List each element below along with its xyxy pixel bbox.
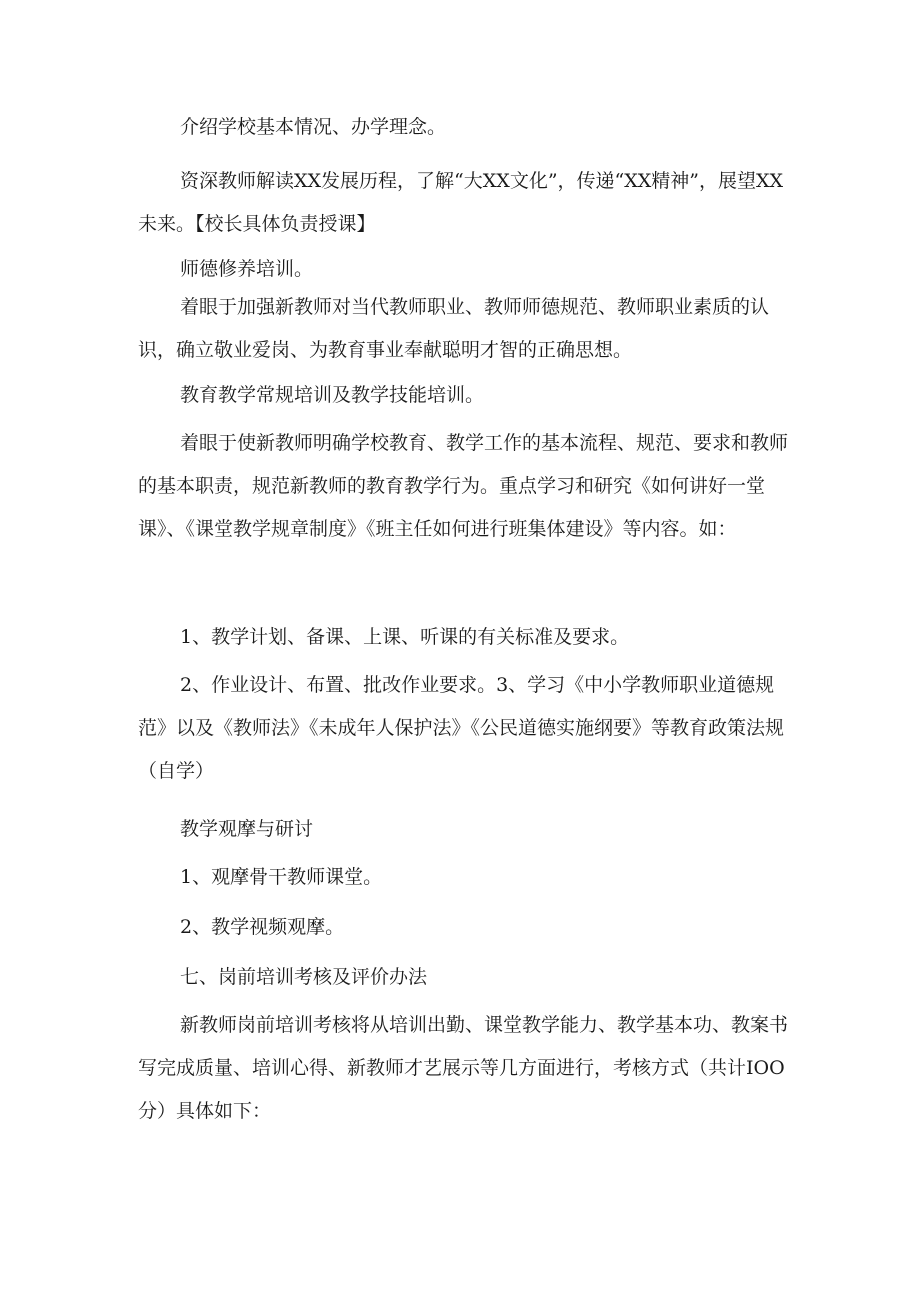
paragraph-teaching-routine-detail: 着眼于使新教师明确学校教育、教学工作的基本流程、规范、要求和教师的基本职责，规范新教师的教育教学行为。重点学习和研究《如何讲好一堂课》、《课堂教学规章制度》《班主任如何进行班集体建设》等内容。如：	[138, 432, 789, 540]
paragraph-history-culture: 资深教师解读XX发展历程，了解“大XX文化”，传递“XX精神”，展望XX未来。【校长具体负责授课】	[138, 170, 784, 235]
paragraph-teaching-routine-heading: 教育教学常规培训及教学技能培训。	[180, 384, 485, 406]
paragraph-observation-item-2: 2、教学视频观摩。	[180, 916, 345, 938]
paragraph-assessment-detail: 新教师岗前培训考核将从培训出勤、课堂教学能力、教学基本功、教案书写完成质量、培训心得、新教师才艺展示等几方面进行，考核方式（共计IOO分）具体如下：	[138, 1014, 789, 1122]
paragraph-item-1: 1、教学计划、备课、上课、听课的有关标准及要求。	[180, 626, 630, 648]
paragraph-item-2-3: 2、作业设计、布置、批改作业要求。3、学习《中小学教师职业道德规范》以及《教师法》《未成年人保护法》《公民道德实施纲要》等教育政策法规（自学）	[138, 674, 785, 782]
paragraph-observation-heading: 教学观摩与研讨	[180, 818, 314, 840]
paragraph-ethics-heading: 师德修养培训。	[180, 258, 314, 280]
paragraph-school-intro: 介绍学校基本情况、办学理念。	[180, 116, 447, 138]
paragraph-ethics-detail: 着眼于加强新教师对当代教师职业、教师师德规范、教师职业素质的认识，确立敬业爱岗、为教育事业奉献聪明才智的正确思想。	[138, 296, 770, 361]
section-heading-assessment: 七、岗前培训考核及评价办法	[180, 966, 428, 988]
paragraph-observation-item-1: 1、观摩骨干教师课堂。	[180, 866, 383, 888]
